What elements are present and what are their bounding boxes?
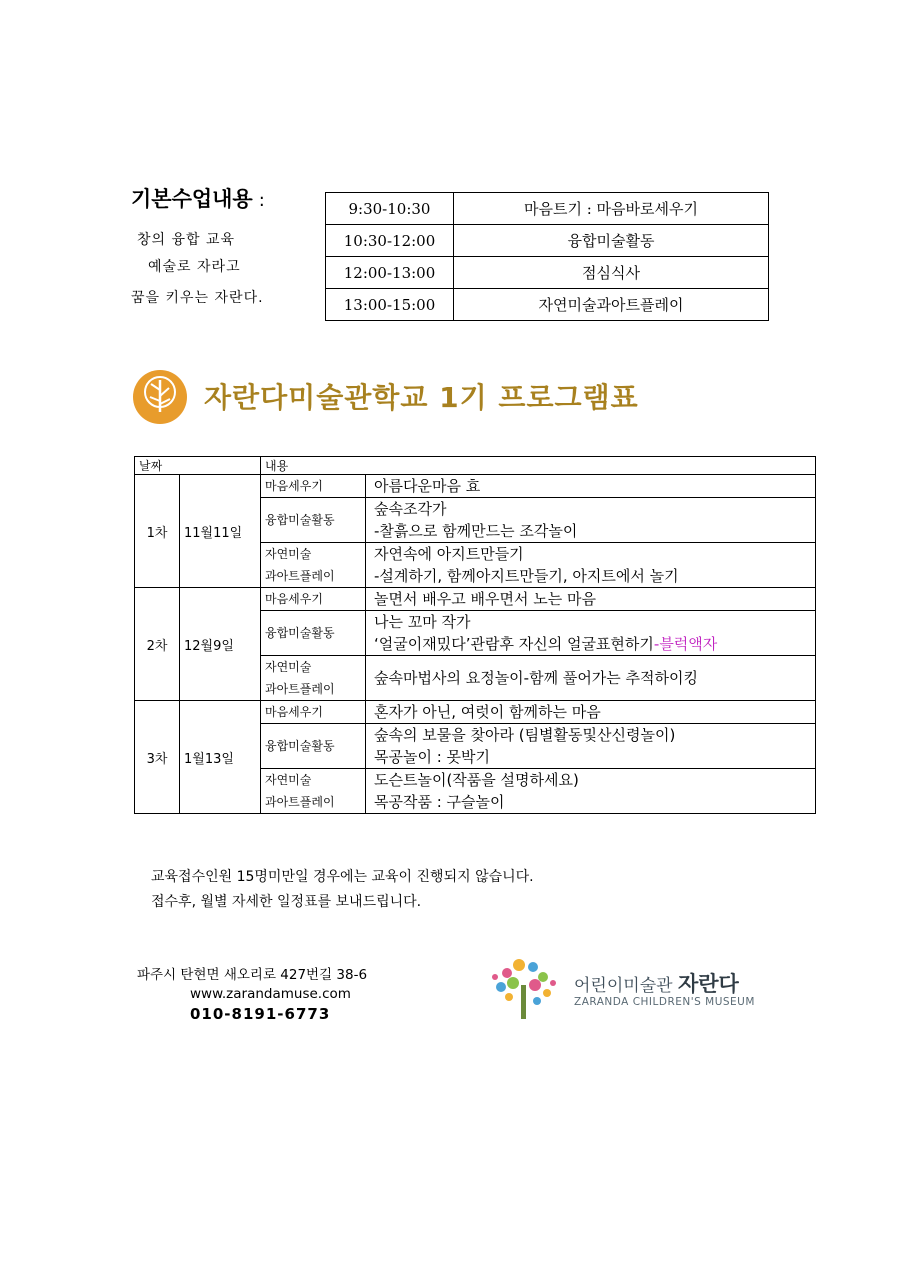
note-schedule: 접수후, 월별 자세한 일정표를 보내드립니다. <box>151 894 422 910</box>
category-cell <box>261 701 366 724</box>
content-line: -설계하기, 함께아지트만들기, 아지트에서 놀기 <box>374 567 679 585</box>
content-line: 숲속의 보물을 찾아라 (팀별활동및산신령놀이) <box>374 726 676 744</box>
program-header-row <box>135 457 816 475</box>
category-label: 과아트플레이 <box>265 682 335 696</box>
category-cell <box>261 475 366 498</box>
category-cell <box>261 498 366 543</box>
schedule-row <box>326 193 769 225</box>
category-label: 자연미술 <box>265 773 312 787</box>
daily-schedule-table <box>325 192 769 321</box>
museum-tree-logo-icon <box>487 955 559 1021</box>
contact-address: 파주시 탄현면 새오리로 427번길 38-6 <box>137 967 368 983</box>
schedule-row <box>326 289 769 321</box>
schedule-time: 12:00-13:00 <box>326 257 454 289</box>
content-cell <box>366 543 816 588</box>
schedule-time: 13:00-15:00 <box>326 289 454 321</box>
session-round: 2차 <box>135 588 180 701</box>
table-row <box>135 475 816 498</box>
museum-name-prefix: 어린이미술관 <box>574 976 673 996</box>
schedule-time: 10:30-12:00 <box>326 225 454 257</box>
schedule-activity: 자연미술과아트플레이 <box>454 289 769 321</box>
schedule-row <box>326 225 769 257</box>
basic-title-text: 기본수업내용 <box>131 187 253 211</box>
program-table <box>134 456 816 814</box>
note-min-enrollment: 교육접수인원 15명미만일 경우에는 교육이 진행되지 않습니다. <box>151 869 534 885</box>
content-line: 목공놀이 : 못박기 <box>374 748 491 766</box>
museum-name <box>574 968 739 998</box>
content-line: 혼자가 아닌, 여럿이 함께하는 마음 <box>374 703 601 721</box>
table-row <box>135 588 816 611</box>
category-cell <box>261 724 366 769</box>
content-cell <box>366 701 816 724</box>
category-label: 마음세우기 <box>265 705 323 719</box>
category-cell <box>261 588 366 611</box>
motto-line-3: 꿈을 키우는 자란다. <box>131 290 264 306</box>
basic-title-colon: : <box>258 190 265 211</box>
category-cell <box>261 611 366 656</box>
schedule-row <box>326 257 769 289</box>
content-cell <box>366 475 816 498</box>
content-line: 자연속에 아지트만들기 <box>374 545 524 563</box>
museum-subtitle: ZARANDA CHILDREN'S MUSEUM <box>574 996 755 1008</box>
content-line: 놀면서 배우고 배우면서 노는 마음 <box>374 590 596 608</box>
category-label: 마음세우기 <box>265 479 323 493</box>
header-content: 내용 <box>261 457 816 475</box>
session-round: 3차 <box>135 701 180 814</box>
content-cell <box>366 588 816 611</box>
table-row <box>135 701 816 724</box>
schedule-activity: 점심식사 <box>454 257 769 289</box>
category-label: 마음세우기 <box>265 592 323 606</box>
content-line: 아름다운마음 효 <box>374 477 481 495</box>
content-line: 도슨트놀이(작품을 설명하세요) <box>374 771 579 789</box>
category-label: 자연미술 <box>265 547 312 561</box>
content-line <box>374 633 811 655</box>
highlight-text: -블럭액자 <box>653 635 718 653</box>
category-cell <box>261 769 366 814</box>
session-round: 1차 <box>135 475 180 588</box>
contact-website[interactable]: www.zarandamuse.com <box>190 986 351 1002</box>
schedule-time: 9:30-10:30 <box>326 193 454 225</box>
content-cell <box>366 498 816 543</box>
contact-phone: 010-8191-6773 <box>190 1005 331 1023</box>
category-cell <box>261 656 366 701</box>
category-label: 융합미술활동 <box>265 513 335 527</box>
program-title: 자란다미술관학교 1기 프로그램표 <box>204 381 639 414</box>
museum-name-bold: 자란다 <box>677 972 739 996</box>
motto-line-1: 창의 융합 교육 <box>137 232 236 248</box>
motto-line-2: 예술로 자라고 <box>148 259 241 275</box>
content-line: 숲속마법사의 요정놀이-함께 풀어가는 추적하이킹 <box>374 669 699 687</box>
content-line: 숲속조각가 <box>374 500 447 518</box>
content-cell <box>366 611 816 656</box>
category-label: 융합미술활동 <box>265 739 335 753</box>
header-date: 날짜 <box>135 457 261 475</box>
category-cell <box>261 543 366 588</box>
content-line: 목공작품 : 구슬놀이 <box>374 793 505 811</box>
content-line: -찰흙으로 함께만드는 조각놀이 <box>374 522 578 540</box>
category-label: 과아트플레이 <box>265 795 335 809</box>
category-label: 융합미술활동 <box>265 626 335 640</box>
category-label: 자연미술 <box>265 660 312 674</box>
content-cell <box>366 656 816 701</box>
session-date: 11월11일 <box>180 475 261 588</box>
schedule-activity: 융합미술활동 <box>454 225 769 257</box>
category-label: 과아트플레이 <box>265 569 335 583</box>
content-cell <box>366 769 816 814</box>
content-line: 나는 꼬마 작가 <box>374 613 471 631</box>
session-date: 1월13일 <box>180 701 261 814</box>
schedule-activity: 마음트기 : 마음바로세우기 <box>454 193 769 225</box>
tree-logo-icon <box>133 370 187 424</box>
basic-content-title <box>131 183 265 213</box>
session-date: 12월9일 <box>180 588 261 701</box>
content-cell <box>366 724 816 769</box>
content-text: ‘얼굴이재밌다’관람후 자신의 얼굴표현하기 <box>374 635 654 653</box>
